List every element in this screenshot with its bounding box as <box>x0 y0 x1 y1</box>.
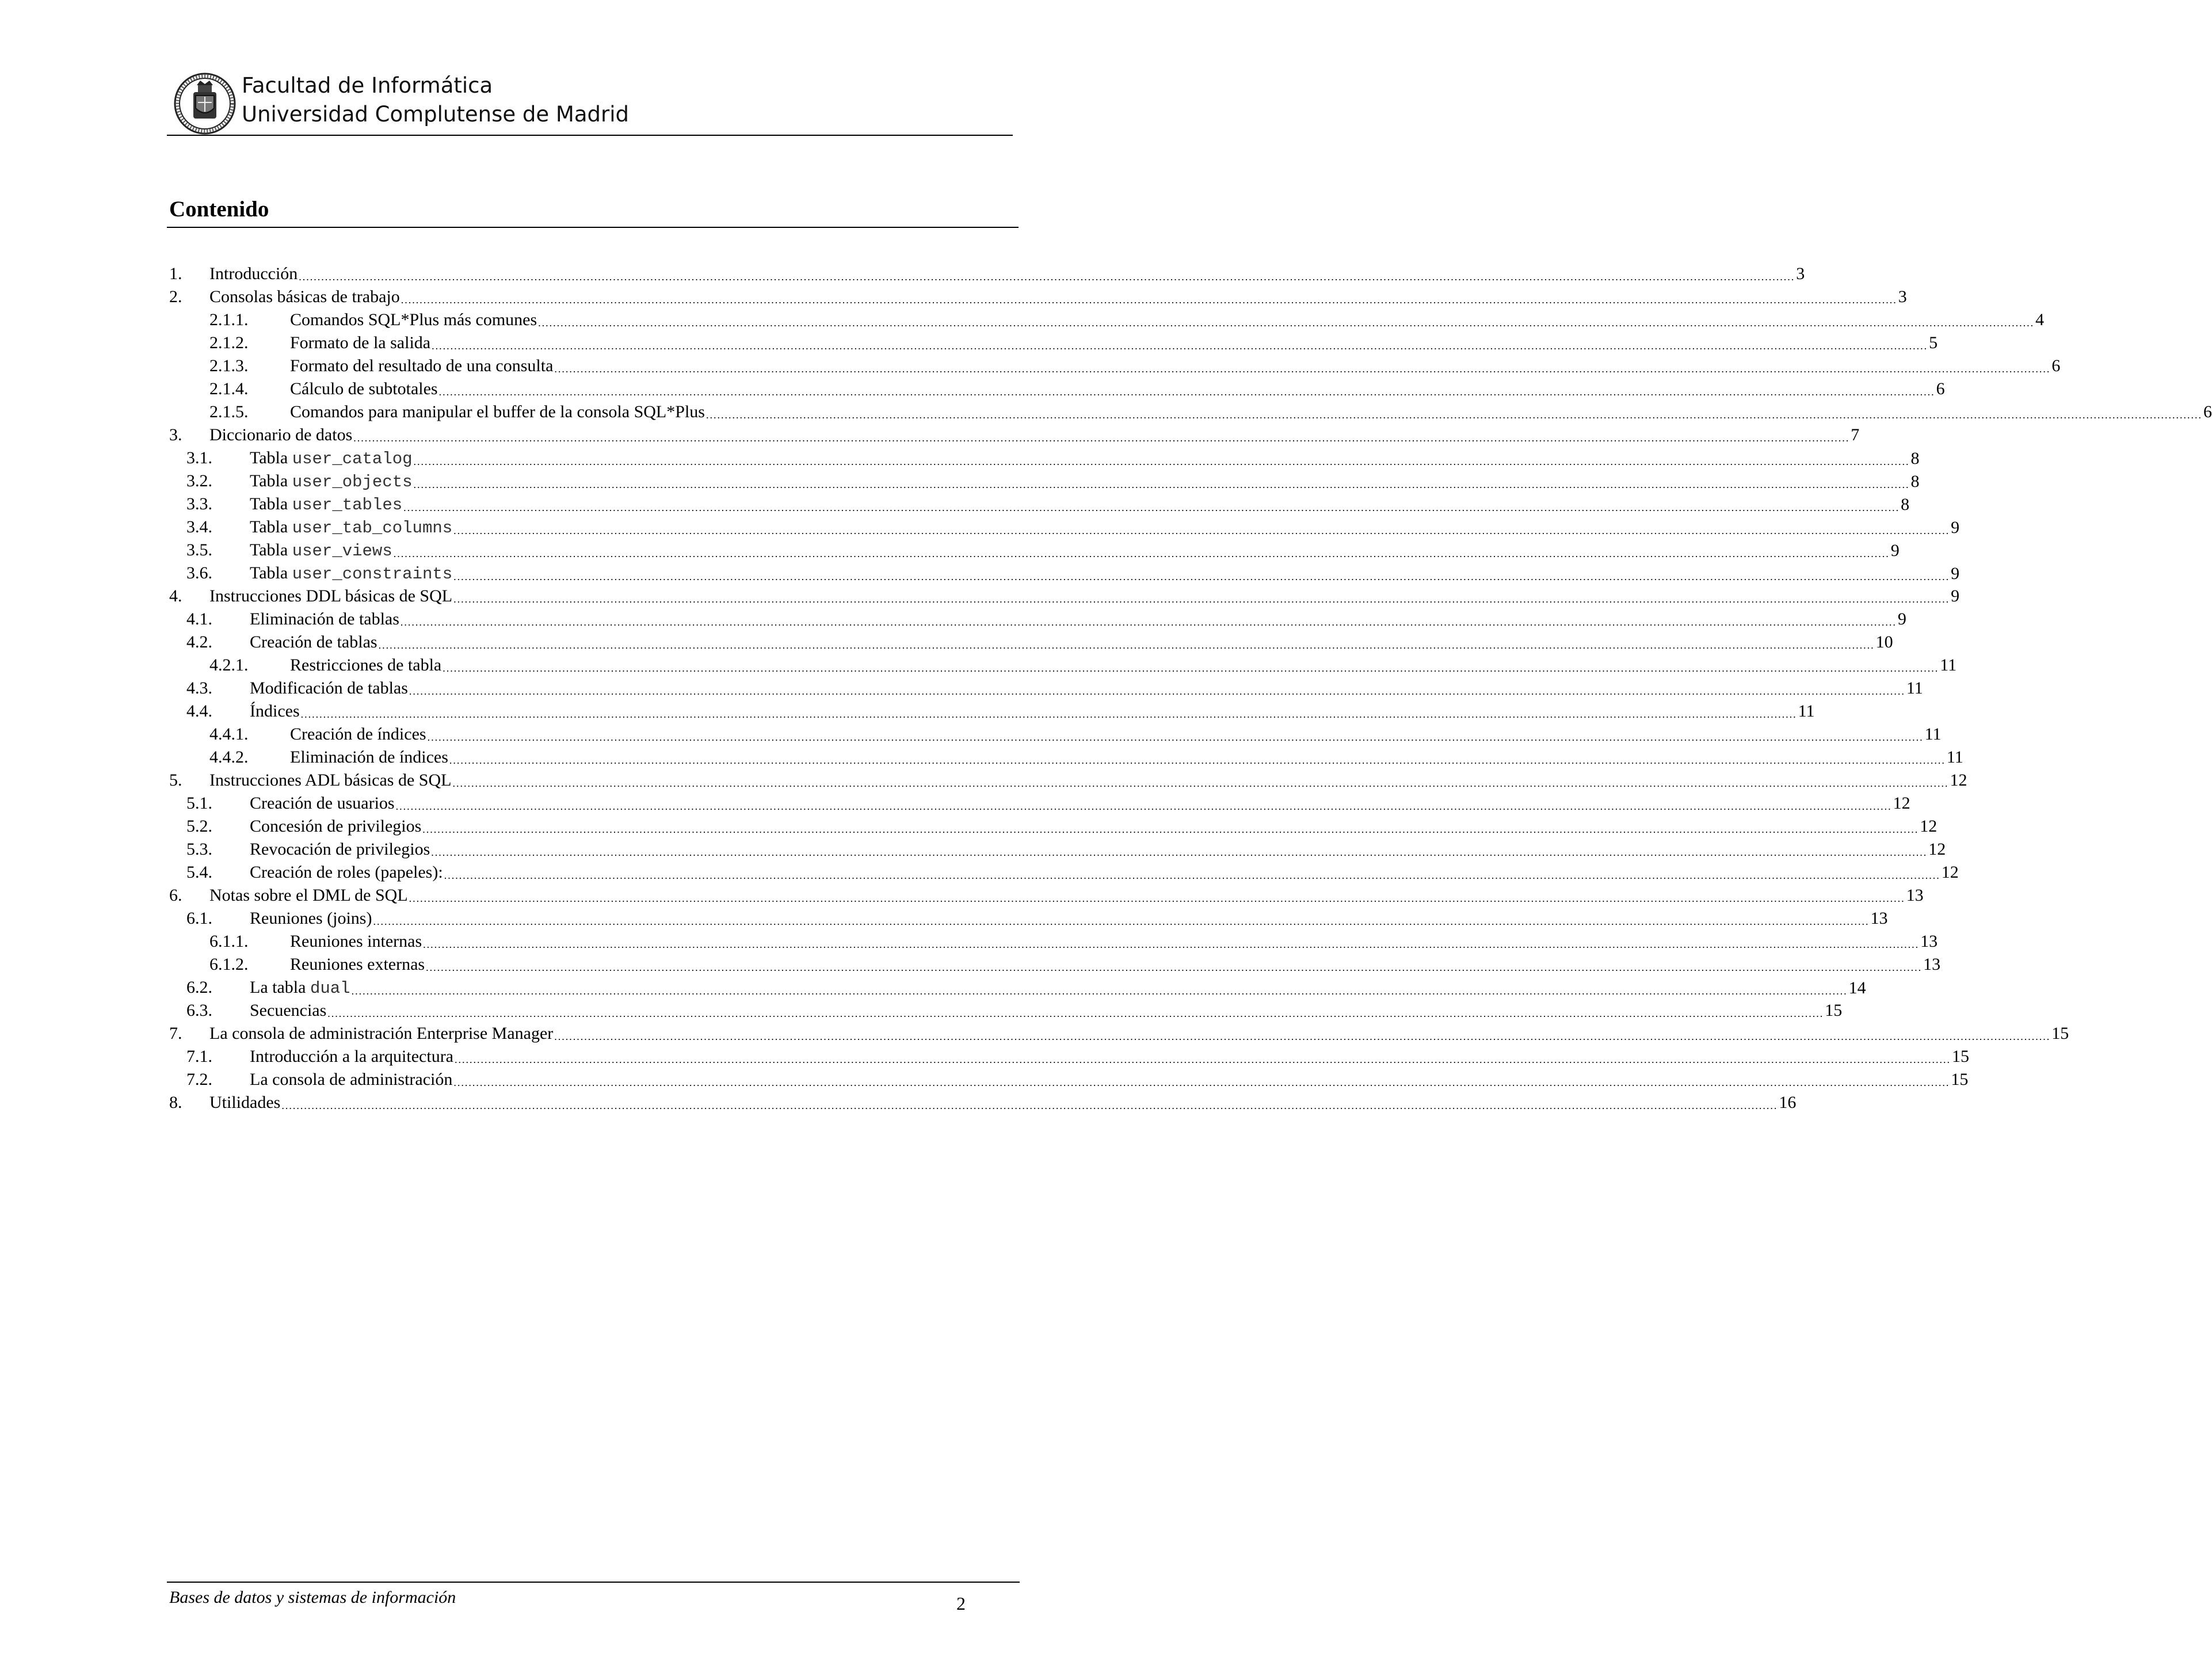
toc-entry[interactable] <box>169 976 1866 999</box>
toc-entry-label <box>290 332 430 355</box>
toc-entry-number: 4.4.1. <box>209 725 249 744</box>
toc-entry-line <box>290 953 1941 976</box>
toc-entry-text: Tabla <box>250 517 292 536</box>
toc-entry-page: 6 <box>2051 356 2061 375</box>
toc-entry-page: 4 <box>2035 310 2045 329</box>
toc-leader-dots: ................................................................................................................................................................................................................................................................................................................................................................................................................ <box>444 870 1940 881</box>
toc-entry-code: user_objects <box>292 473 413 492</box>
toc-entry-number: 4.2. <box>186 633 212 651</box>
toc-entry[interactable] <box>169 308 2045 332</box>
toc-entry-label <box>250 976 350 1000</box>
toc-entry-page: 15 <box>2051 1024 2069 1043</box>
toc-entry-number: 2.1.1. <box>209 310 249 329</box>
toc-entry-label <box>209 769 451 792</box>
toc-entry-text: Creación de roles (papeles): <box>250 863 443 882</box>
toc-entry[interactable] <box>169 677 1923 700</box>
toc-entry-text: Diccionario de datos <box>209 425 353 444</box>
toc-entry-line <box>250 838 1946 861</box>
toc-entry-line <box>209 585 1960 608</box>
toc-entry-code: user_constraints <box>292 565 453 584</box>
toc-entry-number: 4. <box>169 586 182 605</box>
toc-entry-page: 11 <box>1946 748 1963 767</box>
toc-entry-line <box>250 976 1866 1000</box>
toc-entry-code: user_views <box>292 542 392 561</box>
toc-entry[interactable] <box>169 332 1938 355</box>
toc-entry-page: 12 <box>1950 771 1967 790</box>
toc-entry-number: 4.3. <box>186 679 212 698</box>
toc-leader-dots: ................................................................................................................................................................................................................................................................................................................................................................................................................ <box>395 801 1892 812</box>
toc-entry-line <box>250 1068 1969 1091</box>
toc-entry-page: 16 <box>1779 1093 1797 1112</box>
toc-entry-number: 5. <box>169 771 182 790</box>
toc-entry-text: Creación de usuarios <box>250 794 395 813</box>
toc-entry-number: 6. <box>169 886 182 905</box>
toc-entry[interactable] <box>169 723 1942 746</box>
toc-entry-number: 2.1.3. <box>209 356 249 375</box>
page-number: 2 <box>956 1593 966 1614</box>
toc-entry-number: 8. <box>169 1093 182 1112</box>
toc-entry-line <box>250 861 1959 884</box>
toc-entry-code: user_tab_columns <box>292 519 453 538</box>
toc-entry[interactable] <box>169 1022 2069 1045</box>
toc-entry-page: 6 <box>1936 379 1945 398</box>
toc-entry-text: Formato de la salida <box>290 333 431 352</box>
toc-entry-label <box>209 262 298 285</box>
toc-entry-number: 2.1.4. <box>209 379 249 398</box>
toc-entry-line <box>250 999 1843 1022</box>
toc-entry-text: Introducción a la arquitectura <box>250 1047 453 1066</box>
toc-entry-label <box>250 907 372 930</box>
toc-entry-line <box>250 516 1960 540</box>
toc-entry-label <box>209 1091 280 1114</box>
toc-entry-label <box>209 884 408 907</box>
toc-entry-text: Tabla <box>250 563 292 582</box>
toc-entry-line <box>290 746 1963 769</box>
toc-entry-page: 12 <box>1920 817 1938 836</box>
toc-entry[interactable] <box>169 1068 1969 1091</box>
toc-entry-text: Reuniones externas <box>290 955 425 974</box>
toc-leader-dots: ................................................................................................................................................................................................................................................................................................................................................................................................................ <box>432 340 1928 352</box>
toc-entry-number: 6.3. <box>186 1001 212 1020</box>
toc-entry[interactable] <box>169 815 1938 838</box>
toc-entry-label <box>290 953 425 976</box>
toc-entry[interactable] <box>169 285 1907 308</box>
toc-entry-text: Instrucciones DDL básicas de SQL <box>209 586 453 605</box>
toc-entry-text: Creación de índices <box>290 725 426 744</box>
toc-entry-label <box>290 930 422 953</box>
toc-entry-text: Utilidades <box>209 1093 281 1112</box>
toc-leader-dots: ................................................................................................................................................................................................................................................................................................................................................................................................................ <box>351 985 1848 997</box>
toc-entry-label <box>290 308 537 332</box>
toc-entry[interactable] <box>169 953 1941 976</box>
toc-entry-number: 4.2.1. <box>209 656 249 675</box>
toc-entry-label <box>250 677 408 700</box>
toc-entry-label <box>250 1068 452 1091</box>
toc-leader-dots: ................................................................................................................................................................................................................................................................................................................................................................................................................ <box>403 502 1900 513</box>
toc-entry-page: 8 <box>1901 495 1910 514</box>
toc-entry-page: 3 <box>1898 287 1907 306</box>
toc-entry-text: Consolas básicas de trabajo <box>209 287 400 306</box>
toc-entry-line <box>250 815 1938 838</box>
header-divider <box>167 135 1013 136</box>
toc-leader-dots: ................................................................................................................................................................................................................................................................................................................................................................................................................ <box>327 1008 1824 1019</box>
toc-leader-dots: ................................................................................................................................................................................................................................................................................................................................................................................................................ <box>438 386 1935 398</box>
toc-entry[interactable] <box>169 769 1967 792</box>
toc-entry-text: Comandos SQL*Plus más comunes <box>290 310 537 329</box>
toc-entry[interactable] <box>169 516 1960 539</box>
toc-entry-page: 9 <box>1951 586 1960 605</box>
toc-leader-dots: ................................................................................................................................................................................................................................................................................................................................................................................................................ <box>455 1054 1951 1065</box>
toc-leader-dots: ................................................................................................................................................................................................................................................................................................................................................................................................................ <box>453 571 1950 582</box>
toc-entry-text: Tabla <box>250 471 292 490</box>
toc-entry-page: 7 <box>1851 425 1860 444</box>
toc-entry-page: 11 <box>1924 725 1942 744</box>
toc-entry-number: 4.4. <box>186 702 212 721</box>
toc-entry-label <box>290 401 705 424</box>
toc-entry-label <box>209 1022 553 1045</box>
toc-entry-page: 11 <box>1798 702 1815 721</box>
toc-entry[interactable] <box>169 493 1910 516</box>
toc-entry-label <box>290 654 441 677</box>
toc-entry[interactable] <box>169 930 1938 953</box>
toc-entry-line <box>290 308 2045 332</box>
toc-entry-text: Índices <box>250 702 300 721</box>
toc-entry[interactable] <box>169 700 1815 723</box>
toc-entry-page: 11 <box>1906 679 1923 698</box>
toc-entry[interactable] <box>169 585 1960 608</box>
toc-leader-dots: ................................................................................................................................................................................................................................................................................................................................................................................................................ <box>400 616 1897 628</box>
toc-entry-number: 1. <box>169 264 182 283</box>
university-name: Universidad Complutense de Madrid <box>242 102 629 127</box>
toc-leader-dots: ................................................................................................................................................................................................................................................................................................................................................................................................................ <box>299 271 1795 283</box>
toc-entry[interactable] <box>169 562 1960 585</box>
toc-entry[interactable] <box>169 746 1963 769</box>
toc-entry-label <box>250 493 402 517</box>
toc-entry-line <box>290 401 2212 424</box>
toc-entry-number: 3.2. <box>186 471 212 490</box>
toc-entry-page: 12 <box>1941 863 1959 882</box>
toc-leader-dots: ................................................................................................................................................................................................................................................................................................................................................................................................................ <box>443 662 1939 674</box>
toc-entry[interactable] <box>169 838 1946 861</box>
toc-entry-text: Modificación de tablas <box>250 679 408 698</box>
toc-entry-line <box>250 677 1923 700</box>
toc-entry-line <box>290 355 2061 378</box>
toc-entry-line <box>250 608 1906 631</box>
toc-leader-dots: ................................................................................................................................................................................................................................................................................................................................................................................................................ <box>373 916 1870 927</box>
toc-leader-dots: ................................................................................................................................................................................................................................................................................................................................................................................................................ <box>409 893 1905 904</box>
toc-leader-dots: ................................................................................................................................................................................................................................................................................................................................................................................................................ <box>449 755 1946 766</box>
toc-entry-code: user_tables <box>292 496 403 515</box>
toc-entry-page: 11 <box>1940 656 1957 675</box>
toc-entry-text: La tabla <box>250 978 310 997</box>
toc-leader-dots: ................................................................................................................................................................................................................................................................................................................................................................................................................ <box>378 639 1875 651</box>
toc-leader-dots: ................................................................................................................................................................................................................................................................................................................................................................................................................ <box>453 525 1950 536</box>
toc-entry-line <box>290 930 1938 953</box>
toc-entry[interactable] <box>169 539 1900 562</box>
toc-entry[interactable] <box>169 447 1920 470</box>
toc-entry-line <box>290 378 1945 401</box>
toc-entry-line <box>250 447 1920 471</box>
toc-entry-line <box>250 792 1910 815</box>
toc-entry-page: 5 <box>1929 333 1938 352</box>
toc-entry-number: 2. <box>169 287 182 306</box>
toc-entry-code: dual <box>310 979 350 998</box>
toc-entry-line <box>209 424 1860 447</box>
toc-entry-page: 13 <box>1870 909 1888 928</box>
toc-entry[interactable] <box>169 1091 1797 1114</box>
toc-entry-line <box>250 470 1920 494</box>
toc-entry-line <box>250 631 1893 654</box>
toc-leader-dots: ................................................................................................................................................................................................................................................................................................................................................................................................................ <box>705 409 2202 421</box>
toc-entry-number: 3.5. <box>186 540 212 559</box>
toc-entry-number: 3.3. <box>186 494 212 513</box>
toc-entry-text: Eliminación de tablas <box>250 609 399 628</box>
toc-leader-dots: ................................................................................................................................................................................................................................................................................................................................................................................................................ <box>422 824 1919 835</box>
toc-leader-dots: ................................................................................................................................................................................................................................................................................................................................................................................................................ <box>453 1077 1950 1088</box>
toc-entry-line <box>250 493 1910 517</box>
toc-entry-text: Creación de tablas <box>250 633 377 651</box>
toc-entry[interactable] <box>169 355 2061 378</box>
toc-entry-label <box>209 585 452 608</box>
toc-entry-text: Secuencias <box>250 1001 327 1020</box>
toc-entry-number: 3.1. <box>186 448 212 467</box>
toc-leader-dots: ................................................................................................................................................................................................................................................................................................................................................................................................................ <box>413 479 1910 490</box>
toc-entry-label <box>290 723 426 746</box>
toc-entry-text: La consola de administración <box>250 1070 453 1089</box>
toc-leader-dots: ................................................................................................................................................................................................................................................................................................................................................................................................................ <box>554 1031 2051 1042</box>
toc-entry-number: 2.1.5. <box>209 402 249 421</box>
toc-entry-label <box>250 792 395 815</box>
toc-entry-number: 6.1.2. <box>209 955 249 974</box>
toc-entry-number: 6.1. <box>186 909 212 928</box>
toc-entry-label <box>250 815 421 838</box>
institution-header <box>242 71 629 129</box>
toc-leader-dots: ................................................................................................................................................................................................................................................................................................................................................................................................................ <box>401 294 1897 306</box>
toc-entry-label <box>290 378 438 401</box>
toc-entry-line <box>250 562 1960 586</box>
toc-entry-text: Reuniones internas <box>290 932 422 951</box>
toc-entry-number: 7. <box>169 1024 182 1043</box>
toc-entry[interactable] <box>169 401 2212 424</box>
toc-leader-dots: ................................................................................................................................................................................................................................................................................................................................................................................................................ <box>427 731 1924 743</box>
toc-entry-page: 6 <box>2203 402 2212 421</box>
toc-entry-number: 2.1.2. <box>209 333 249 352</box>
toc-entry-line <box>290 654 1957 677</box>
toc-entry-text: Comandos para manipular el buffer de la consola SQL*Plus <box>290 402 705 421</box>
toc-entry-page: 15 <box>1825 1001 1843 1020</box>
toc-entry-label <box>250 1045 453 1068</box>
toc-entry-text: La consola de administración Enterprise Manager <box>209 1024 554 1043</box>
toc-entry[interactable] <box>169 654 1957 677</box>
toc-leader-dots: ................................................................................................................................................................................................................................................................................................................................................................................................................ <box>538 317 2035 329</box>
toc-entry-label <box>250 539 392 563</box>
toc-entry-page: 12 <box>1928 840 1946 859</box>
toc-entry-line <box>290 332 1938 355</box>
toc-entry[interactable] <box>169 608 1906 631</box>
university-seal-icon <box>174 73 236 135</box>
toc-entry-text: Revocación de privilegios <box>250 840 430 859</box>
toc-entry[interactable] <box>169 470 1920 493</box>
toc-entry-line <box>250 700 1815 723</box>
toc-entry-number: 5.2. <box>186 817 212 836</box>
toc-entry-label <box>250 470 413 494</box>
toc-leader-dots: ................................................................................................................................................................................................................................................................................................................................................................................................................ <box>413 456 1910 467</box>
toc-entry-text: Tabla <box>250 448 292 467</box>
toc-entry[interactable] <box>169 1045 1969 1068</box>
toc-entry-line <box>209 262 1805 285</box>
toc-entry[interactable] <box>169 262 1805 285</box>
toc-entry-label <box>250 516 452 540</box>
toc-entry-text: Eliminación de índices <box>290 748 448 767</box>
toc-entry-line <box>209 285 1907 308</box>
toc-entry-page: 14 <box>1848 978 1866 997</box>
footer-divider <box>167 1582 1020 1583</box>
toc-entry-page: 13 <box>1920 932 1938 951</box>
toc-entry-label <box>209 424 352 447</box>
toc-entry-page: 9 <box>1951 564 1960 583</box>
toc-entry-number: 4.4.2. <box>209 748 249 767</box>
toc-entry-text: Introducción <box>209 264 298 283</box>
toc-leader-dots: ................................................................................................................................................................................................................................................................................................................................................................................................................ <box>554 363 2051 375</box>
toc-leader-dots: ................................................................................................................................................................................................................................................................................................................................................................................................................ <box>353 432 1850 444</box>
toc-entry-label <box>250 562 452 586</box>
toc-entry-label <box>250 861 443 884</box>
toc-entry-line <box>250 907 1888 930</box>
toc-entry-line <box>209 1091 1797 1114</box>
toc-entry-number: 6.2. <box>186 978 212 997</box>
toc-title-divider <box>167 227 1019 228</box>
toc-entry[interactable] <box>169 424 1860 447</box>
toc-entry-page: 9 <box>1951 518 1960 537</box>
toc-entry-page: 8 <box>1910 449 1920 468</box>
toc-entry-page: 13 <box>1923 955 1941 974</box>
toc-entry-line <box>290 723 1942 746</box>
toc-leader-dots: ................................................................................................................................................................................................................................................................................................................................................................................................................ <box>452 778 1949 789</box>
toc-entry-number: 5.1. <box>186 794 212 813</box>
toc-entry-number: 7.2. <box>186 1070 212 1089</box>
toc-leader-dots: ................................................................................................................................................................................................................................................................................................................................................................................................................ <box>393 548 1890 559</box>
toc-entry-number: 3.6. <box>186 563 212 582</box>
toc-entry-page: 9 <box>1890 541 1900 560</box>
toc-leader-dots: ................................................................................................................................................................................................................................................................................................................................................................................................................ <box>409 685 1905 697</box>
toc-entry-line <box>209 884 1924 907</box>
toc-leader-dots: ................................................................................................................................................................................................................................................................................................................................................................................................................ <box>300 708 1797 720</box>
toc-entry-text: Instrucciones ADL básicas de SQL <box>209 771 452 790</box>
toc-leader-dots: ................................................................................................................................................................................................................................................................................................................................................................................................................ <box>423 939 1920 950</box>
toc-leader-dots: ................................................................................................................................................................................................................................................................................................................................................................................................................ <box>281 1100 1778 1111</box>
toc-leader-dots: ................................................................................................................................................................................................................................................................................................................................................................................................................ <box>426 962 1923 973</box>
toc-entry-page: 15 <box>1952 1047 1969 1066</box>
toc-entry-line <box>209 769 1967 792</box>
toc-entry-page: 9 <box>1897 609 1906 628</box>
toc-entry-number: 3.4. <box>186 517 212 536</box>
toc-entry-line <box>250 1045 1969 1068</box>
table-of-contents <box>169 262 2212 1114</box>
toc-entry[interactable] <box>169 378 1945 401</box>
toc-entry-page: 12 <box>1893 794 1910 813</box>
toc-entry-page: 3 <box>1796 264 1805 283</box>
toc-entry[interactable] <box>169 792 1910 815</box>
toc-entry-number: 5.4. <box>186 863 212 882</box>
toc-entry-text: Notas sobre el DML de SQL <box>209 886 408 905</box>
toc-entry-label <box>250 447 413 471</box>
toc-entry-label <box>250 838 430 861</box>
toc-entry-number: 3. <box>169 425 182 444</box>
toc-entry[interactable] <box>169 631 1893 654</box>
toc-entry-number: 5.3. <box>186 840 212 859</box>
toc-entry[interactable] <box>169 861 1959 884</box>
toc-entry-text: Tabla <box>250 540 292 559</box>
toc-entry-label <box>209 285 400 308</box>
toc-entry-label <box>250 999 326 1022</box>
toc-entry[interactable] <box>169 999 1843 1022</box>
toc-entry-text: Concesión de privilegios <box>250 817 422 836</box>
toc-entry-text: Formato del resultado de una consulta <box>290 356 554 375</box>
toc-entry-line <box>209 1022 2069 1045</box>
toc-entry-label <box>250 631 377 654</box>
toc-entry[interactable] <box>169 884 1924 907</box>
toc-entry-number: 7.1. <box>186 1047 212 1066</box>
toc-entry-page: 8 <box>1910 472 1920 491</box>
toc-entry[interactable] <box>169 907 1888 930</box>
footer-course-title: Bases de datos y sistemas de información <box>169 1588 456 1607</box>
toc-entry-text: Reuniones (joins) <box>250 909 372 928</box>
toc-entry-code: user_catalog <box>292 449 413 468</box>
toc-entry-page: 15 <box>1951 1070 1969 1089</box>
toc-entry-label <box>290 355 553 378</box>
faculty-name: Facultad de Informática <box>242 73 493 98</box>
toc-title: Contenido <box>169 197 269 222</box>
toc-entry-label <box>250 700 300 723</box>
toc-leader-dots: ................................................................................................................................................................................................................................................................................................................................................................................................................ <box>431 847 1928 858</box>
toc-entry-number: 4.1. <box>186 609 212 628</box>
toc-leader-dots: ................................................................................................................................................................................................................................................................................................................................................................................................................ <box>453 593 1950 605</box>
toc-entry-label <box>290 746 448 769</box>
toc-entry-page: 13 <box>1906 886 1924 905</box>
toc-entry-text: Restricciones de tabla <box>290 656 442 675</box>
toc-entry-line <box>250 539 1900 563</box>
toc-entry-text: Tabla <box>250 494 292 513</box>
toc-entry-label <box>250 608 399 631</box>
toc-entry-number: 6.1.1. <box>209 932 249 951</box>
toc-entry-page: 10 <box>1875 633 1893 651</box>
toc-entry-text: Cálculo de subtotales <box>290 379 438 398</box>
